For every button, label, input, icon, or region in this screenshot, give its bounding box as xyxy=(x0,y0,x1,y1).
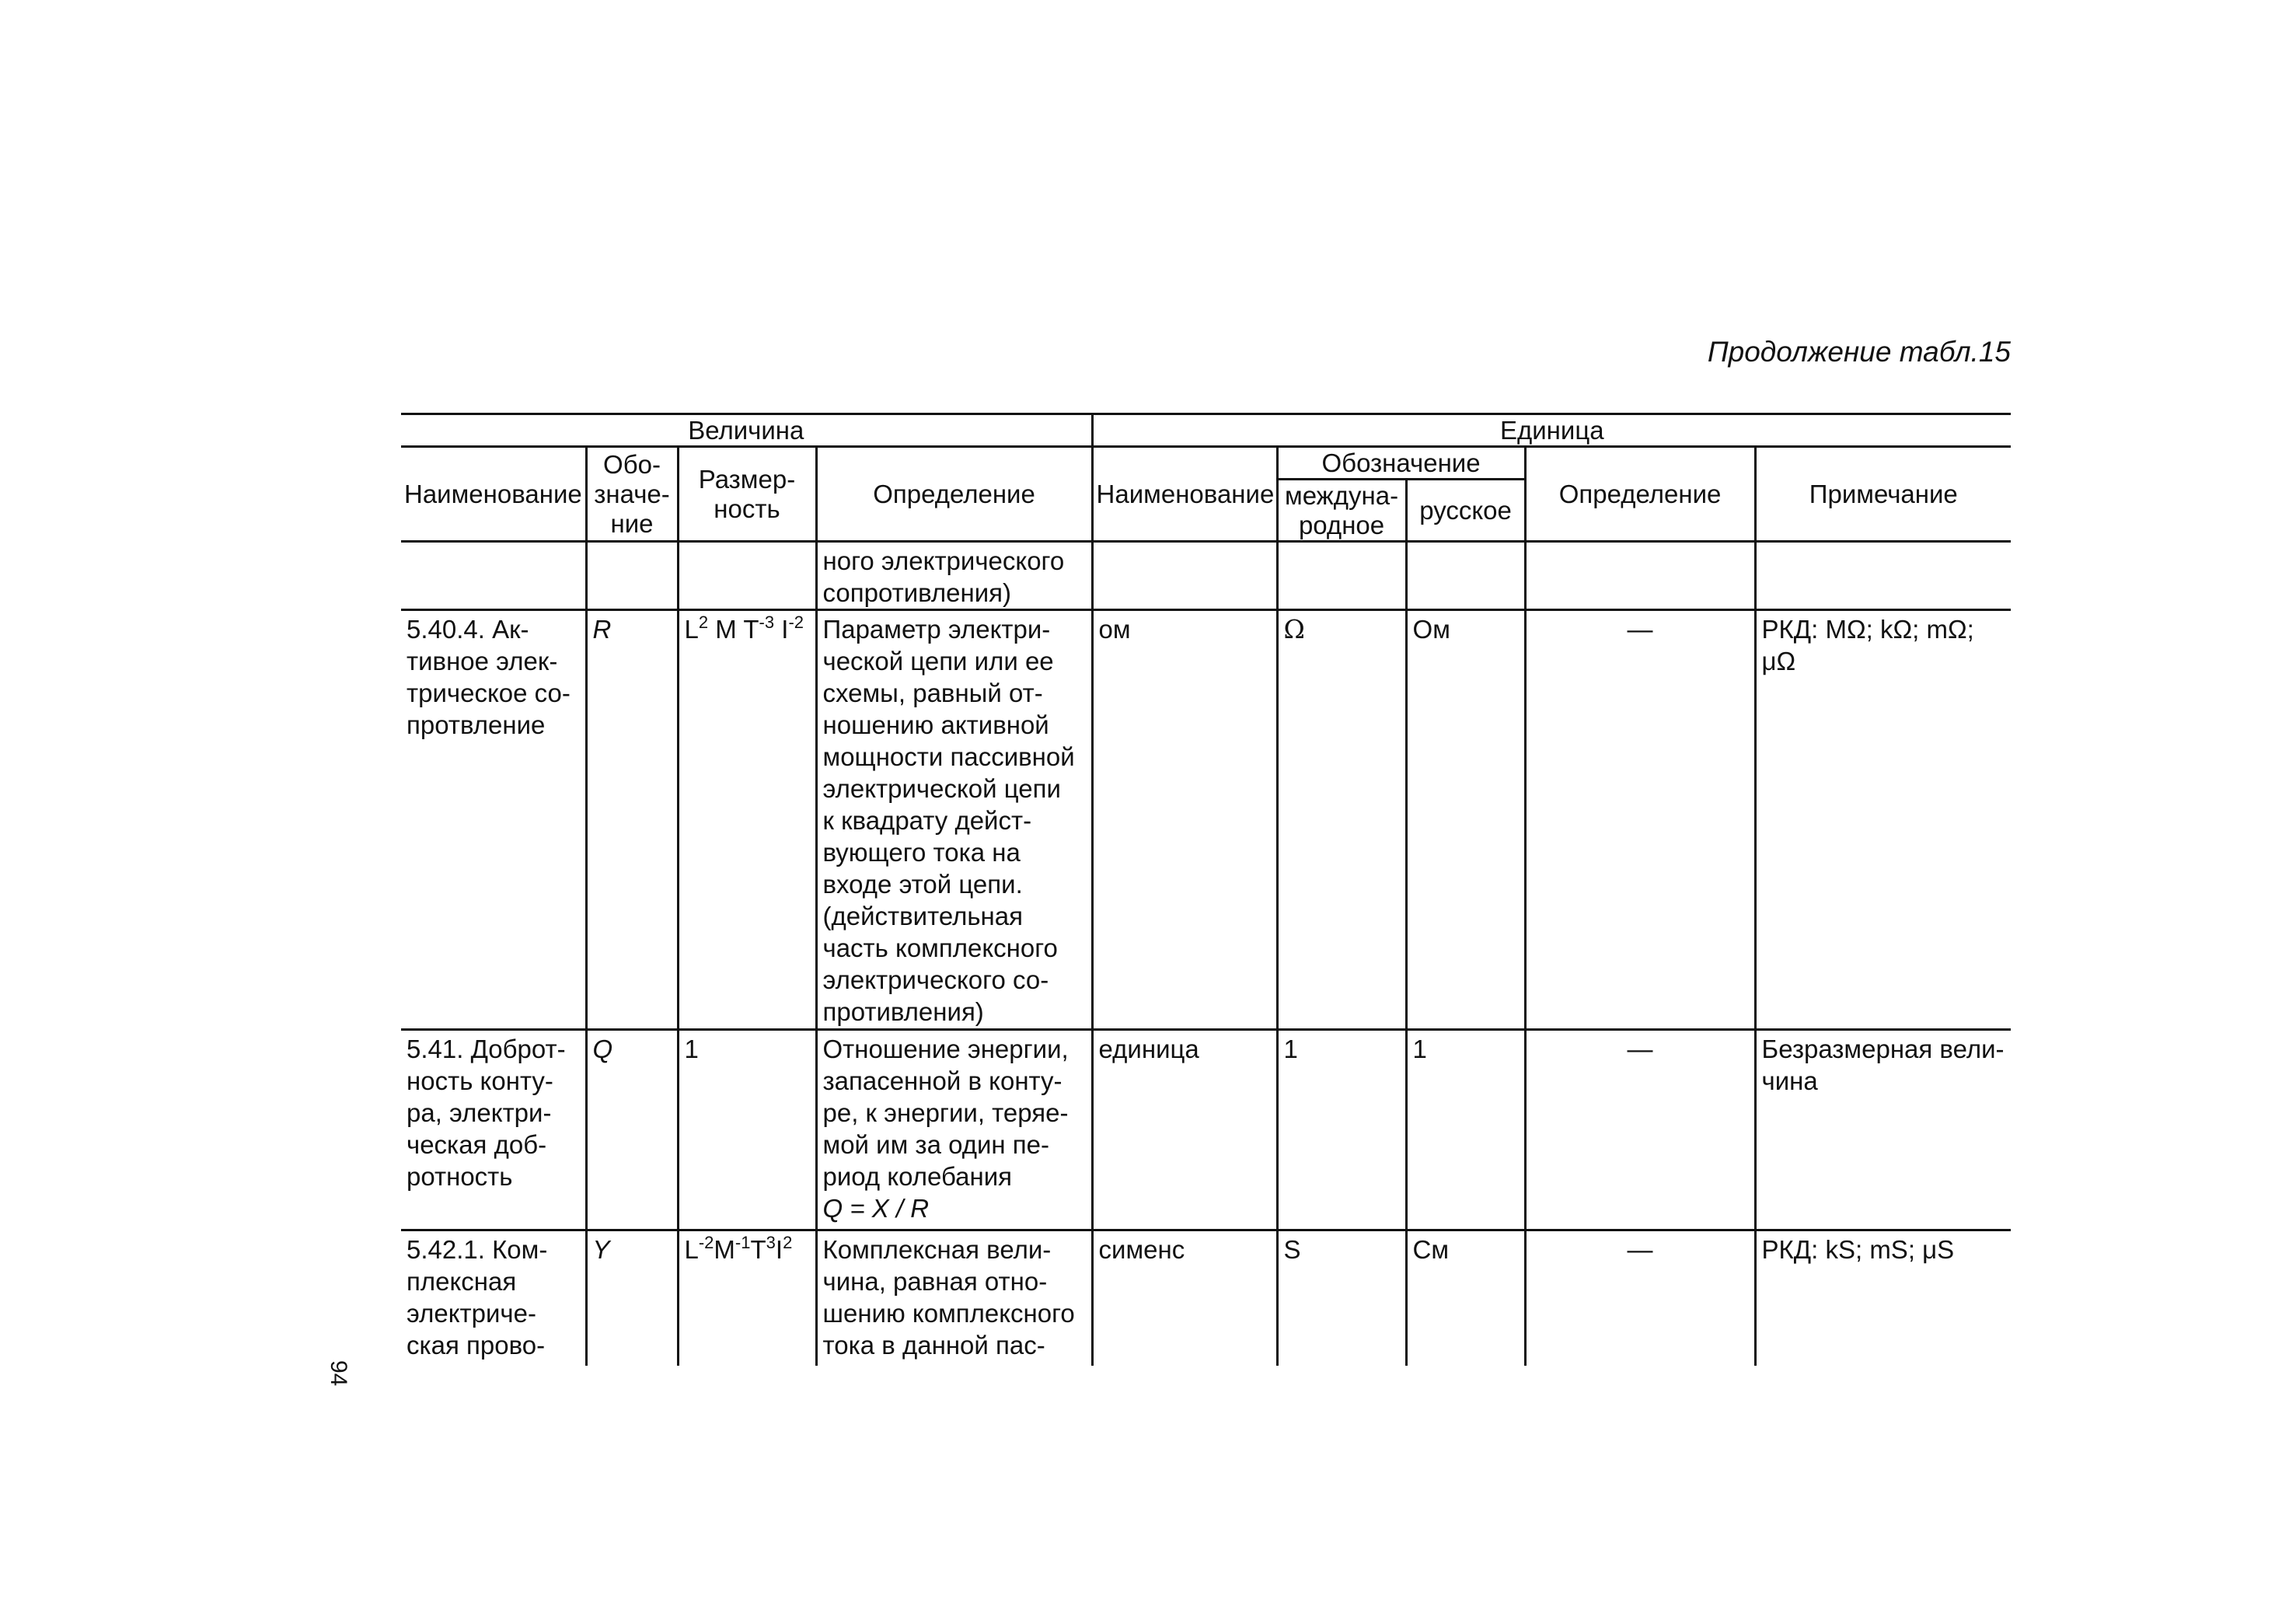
col-header-unit-name: Наименование xyxy=(1092,447,1277,542)
cell-international xyxy=(1277,542,1406,610)
cell-note: Безразмерная вели- чина xyxy=(1755,1030,2011,1230)
cell-quantity-name: 5.40.4. Ак- тивное элек- трическое со- протвление xyxy=(401,610,586,1030)
cell-definition: ного электрического сопротивления) xyxy=(816,542,1092,610)
cell-russian xyxy=(1406,542,1525,610)
page-number: 94 xyxy=(326,1360,351,1387)
col-header-quantity-name: Наименование xyxy=(401,447,586,542)
cell-quantity-name: 5.42.1. Ком- плексная электриче- ская прово- xyxy=(401,1230,586,1366)
table-row xyxy=(401,1030,2011,1230)
cell-dimension: $L^2$ M $T^{-3}$ $I^{-2}$ xyxy=(678,610,816,1030)
cell-unit-definition: — xyxy=(1525,1230,1755,1366)
col-header-dimension: Размер- ность xyxy=(678,447,816,542)
table-caption: Продолжение табл.15 xyxy=(1707,336,2011,368)
cell-unit-name xyxy=(1092,542,1277,610)
cell-unit-definition xyxy=(1525,542,1755,610)
col-header-note: Примечание xyxy=(1755,447,2011,542)
cell-symbol xyxy=(586,542,678,610)
cell-unit-name: единица xyxy=(1092,1030,1277,1230)
cell-international: 1 xyxy=(1277,1030,1406,1230)
cell-international: Ω xyxy=(1277,610,1406,1030)
cell-dimension: 1 xyxy=(678,1030,816,1230)
cell-symbol: R xyxy=(586,610,678,1030)
cell-dimension: $L^{-2}M^{-1}T^3I^2$ xyxy=(678,1230,816,1366)
col-header-quantity-definition: Определение xyxy=(816,447,1092,542)
table-row xyxy=(401,1230,2011,1366)
cell-quantity-name: 5.41. Доброт- ность конту- ра, электри- ческая доб- ротность xyxy=(401,1030,586,1230)
col-header-unit-definition: Определение xyxy=(1525,447,1755,542)
cell-russian: Ом xyxy=(1406,610,1525,1030)
cell-note xyxy=(1755,542,2011,610)
col-header-unit-symbol: Обозначение xyxy=(1277,447,1525,480)
cell-unit-name: сименс xyxy=(1092,1230,1277,1366)
group-header-quantity: Величина xyxy=(401,414,1092,447)
cell-note: РКД: kS; mS; μS xyxy=(1755,1230,2011,1366)
cell-quantity-name xyxy=(401,542,586,610)
col-header-international: междуна- родное xyxy=(1277,480,1406,542)
cell-russian: 1 xyxy=(1406,1030,1525,1230)
cell-symbol: Q xyxy=(586,1030,678,1230)
cell-unit-definition: — xyxy=(1525,610,1755,1030)
units-table xyxy=(401,413,2011,1366)
cell-international: S xyxy=(1277,1230,1406,1366)
cell-russian: См xyxy=(1406,1230,1525,1366)
formula: Q = X / R xyxy=(822,1194,930,1223)
col-header-quantity-symbol: Обо- значе- ние xyxy=(586,447,678,542)
cell-unit-name: ом xyxy=(1092,610,1277,1030)
table-row xyxy=(401,610,2011,1030)
cell-unit-definition: — xyxy=(1525,1030,1755,1230)
col-header-russian: русское xyxy=(1406,480,1525,542)
cell-definition: Отношение энергии, запасенной в конту- ре, к энергии, теряе- мой им за один пе- риод колебания Q = X / R xyxy=(816,1030,1092,1230)
table-row xyxy=(401,542,2011,610)
group-header-unit: Единица xyxy=(1092,414,2011,447)
cell-symbol: Y xyxy=(586,1230,678,1366)
cell-note: РКД: MΩ; kΩ; mΩ; μΩ xyxy=(1755,610,2011,1030)
cell-dimension xyxy=(678,542,816,610)
cell-definition: Комплексная вели- чина, равная отно- шению комплексного тока в данной пас- xyxy=(816,1230,1092,1366)
cell-definition: Параметр электри- ческой цепи или ее схемы, равный от- ношению активной мощности пассивной электрической цепи к квадрату дейст- вующего тока на входе этой цепи. (действительная часть комплексного электрического со- противления) xyxy=(816,610,1092,1030)
